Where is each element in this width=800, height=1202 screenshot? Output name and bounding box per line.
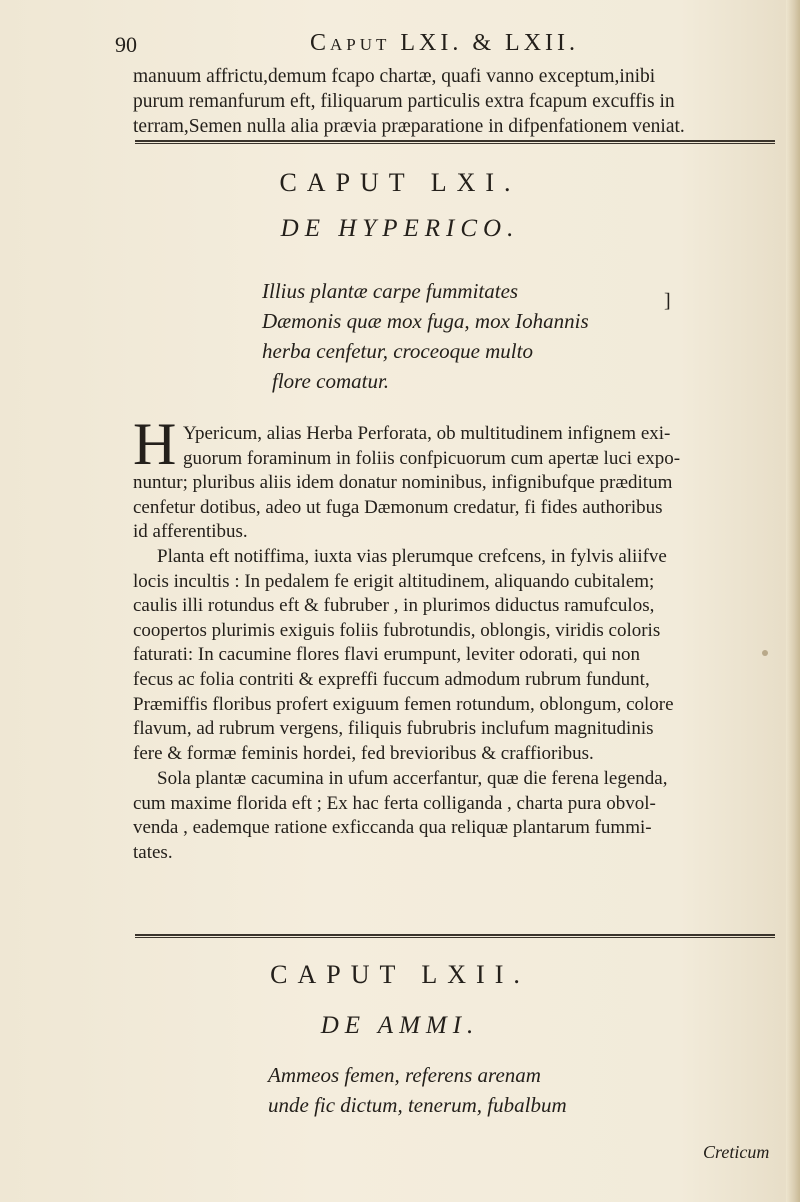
bracket-mark: ] bbox=[664, 290, 671, 312]
chapter-61-verse bbox=[262, 276, 682, 396]
verse-line: unde fic dictum, tenerum, fubalbum bbox=[268, 1093, 567, 1117]
verse-line: Illius plantæ carpe fummitates bbox=[262, 279, 519, 303]
running-head bbox=[115, 30, 675, 60]
text-line: flavum, ad rubrum vergens, filiquis fubrubris inclufum magnitudinis bbox=[133, 718, 654, 740]
chapter-61-paragraph-1 bbox=[133, 422, 783, 545]
intro-line: terram,Semen nulla alia prævia præparatione in difpenfationem veniat. bbox=[133, 116, 685, 137]
text-line: coopertos plurimis exiguis foliis fubrotundis, oblongis, viridis coloris bbox=[133, 619, 661, 641]
text-line: Præmiffis floribus profert exiguum femen rotundum, oblongum, colore bbox=[133, 693, 674, 715]
chapter-61-paragraph-2 bbox=[133, 545, 783, 766]
drop-cap: H bbox=[133, 411, 177, 477]
chapter-62-title: CAPUT LXII. bbox=[270, 960, 530, 989]
text-line: cum maxime florida eft ; Ex hac ferta colliganda , charta pura obvol- bbox=[133, 792, 656, 814]
chapter-62-verse bbox=[268, 1060, 688, 1120]
intro-line: manuum affrictu,demum fcapo chartæ, quafi vanno exceptum,inibi bbox=[133, 66, 656, 87]
catchword: Creticum bbox=[703, 1142, 770, 1162]
verse-line: Dæmonis quæ mox fuga, mox Iohannis bbox=[262, 309, 589, 333]
chapter-61-subtitle: DE HYPERICO. bbox=[280, 215, 520, 242]
page-number: 90 bbox=[115, 32, 137, 57]
paper-stain bbox=[762, 650, 768, 656]
text-line: Planta eft notiffima, iuxta vias plerumque crefcens, in fylvis aliifve bbox=[157, 546, 667, 567]
text-line: caulis illi rotundus eft & fubruber , in plurimos diductus ramufculos, bbox=[133, 595, 655, 617]
verse-line: flore comatur. bbox=[272, 369, 390, 393]
text-line: fecus ac folia contriti & expreffi fuccum admodum rubrum fundunt, bbox=[133, 668, 650, 690]
text-line: venda , eademque ratione exficcanda qua reliquæ plantarum fummi- bbox=[133, 817, 652, 839]
text-line: cenfetur dotibus, adeo ut fuga Dæmonum credatur, fi fides authoribus bbox=[133, 496, 663, 518]
text-line: id afferentibus. bbox=[133, 521, 248, 543]
section-rule bbox=[135, 140, 775, 144]
text-line: faturati: In cacumine flores flavi erumpunt, leviter odorati, qui non bbox=[133, 644, 641, 666]
chapter-61-paragraph-3 bbox=[133, 767, 783, 865]
text-line: tates. bbox=[133, 841, 173, 863]
text-line: locis incultis : In pedalem fe erigit altitudinem, aliquando cubitalem; bbox=[133, 570, 655, 592]
text-line: Sola plantæ cacumina in ufum accerfantur, quæ die ferena legenda, bbox=[157, 768, 668, 789]
text-line: nuntur; pluribus aliis idem donatur nominibus, infignibufque præditum bbox=[133, 472, 673, 494]
text-line: Ypericum, alias Herba Perforata, ob multitudinem infignem exi- bbox=[183, 423, 671, 444]
chapter-62-subtitle: DE AMMI. bbox=[320, 1012, 480, 1039]
chapter-61-title: CAPUT LXI. bbox=[279, 168, 521, 197]
text-line: guorum foraminum in foliis confpicuorum cum apertæ luci expo- bbox=[183, 447, 681, 469]
text-line: fere & formæ feminis hordei, fed brevioribus & craffioribus. bbox=[133, 742, 594, 764]
verse-line: Ammeos femen, referens arenam bbox=[268, 1063, 541, 1087]
intro-line: purum remanfurum eft, filiquarum particulis extra fcapum excuffis in bbox=[133, 91, 675, 112]
section-rule bbox=[135, 934, 775, 938]
intro-paragraph bbox=[133, 64, 781, 139]
running-title: Caput LXI. & LXII. bbox=[310, 30, 580, 56]
verse-line: herba cenfetur, croceoque multo bbox=[262, 339, 533, 363]
